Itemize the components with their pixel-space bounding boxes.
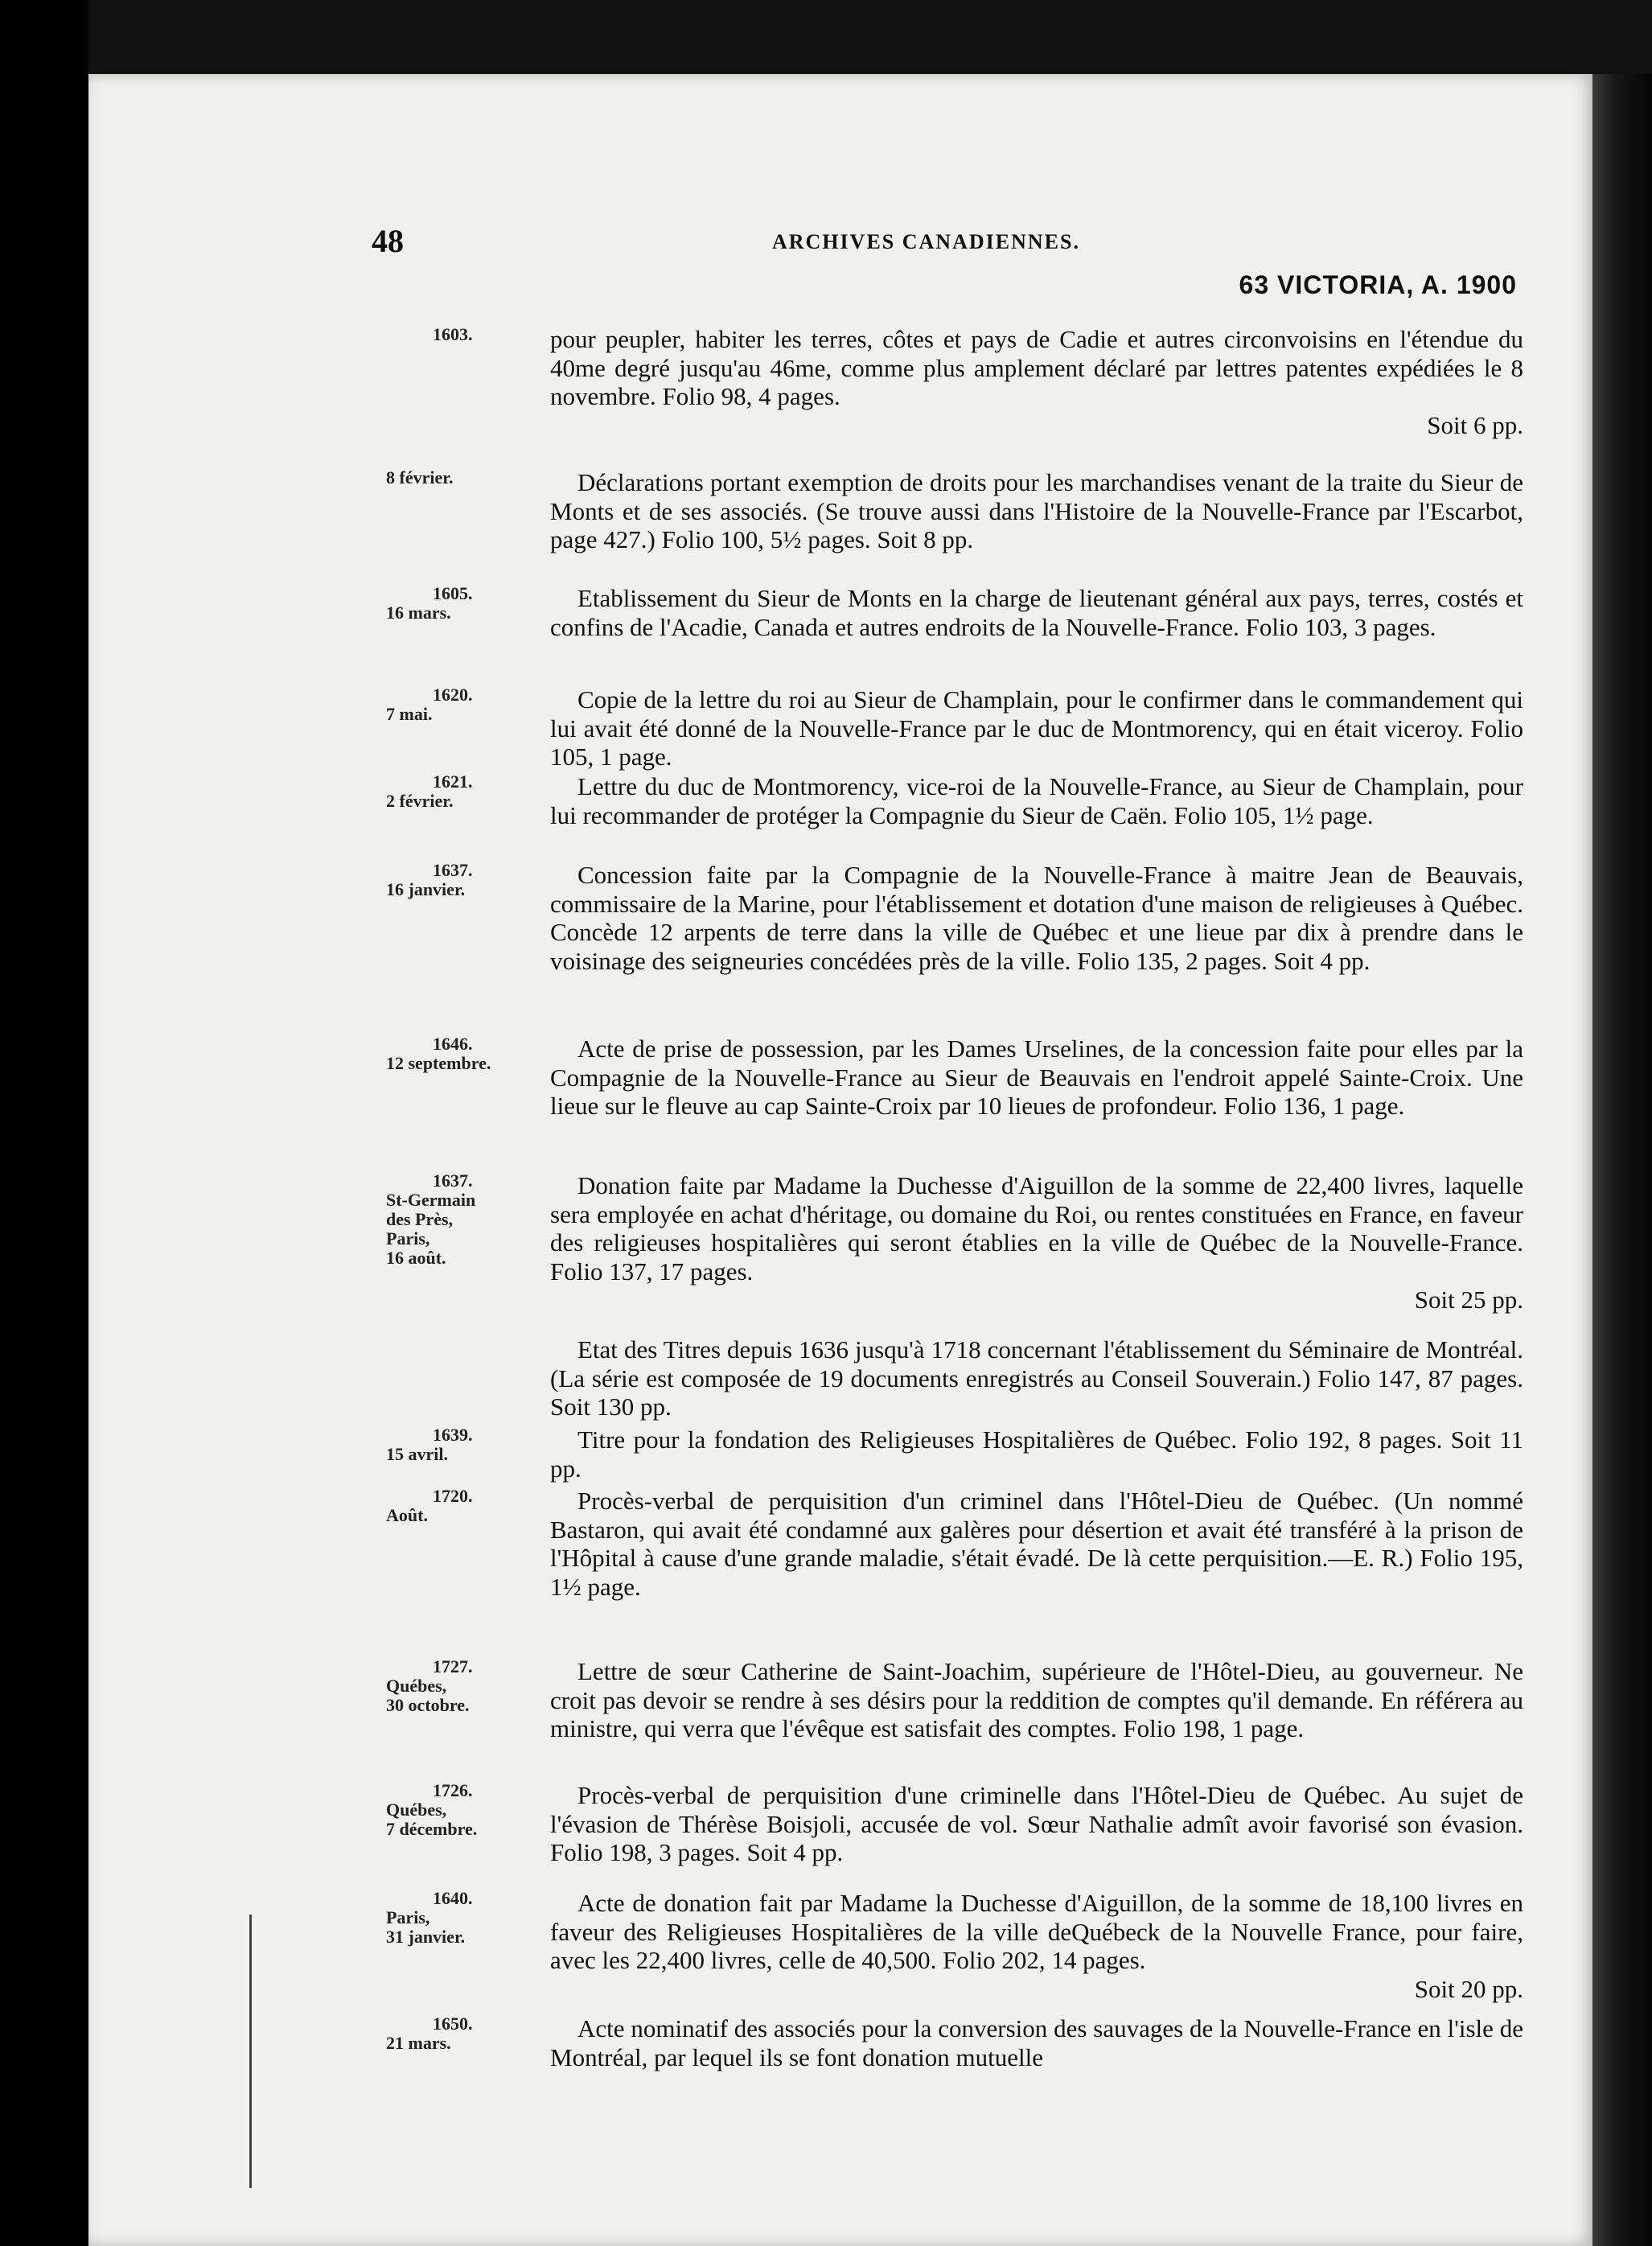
margin-year: 1640. bbox=[433, 1888, 473, 1908]
margin-note bbox=[386, 861, 547, 899]
entry-body: Titre pour la fondation des Religieuses Hospitalières de Québec. Folio 192, 8 pages. Soit 11 pp. bbox=[550, 1425, 1523, 1483]
margin-note bbox=[386, 584, 547, 623]
margin-place: St-Germain bbox=[386, 1190, 476, 1210]
margin-date: 7 décembre. bbox=[386, 1819, 478, 1839]
margin-date: 16 août. bbox=[386, 1248, 446, 1268]
binding-mark bbox=[249, 1915, 252, 2188]
margin-date: Août. bbox=[386, 1505, 428, 1525]
entry-text bbox=[550, 468, 1523, 554]
margin-year: 1650. bbox=[433, 2014, 473, 2034]
margin-date: 8 février. bbox=[386, 467, 454, 487]
entry-text bbox=[550, 2014, 1523, 2071]
scan-border bbox=[0, 0, 88, 2246]
entry-body: Concession faite par la Compagnie de la Nouvelle-France à maitre Jean de Beauvais, commissaire de la Marine, pour l'établissement et dotation d'une maison de religieuses à Québec. Concède 12 arpents de terre dans la ville de Québec et une lieue par dix à prendre dans le voisinage des seigneuries concédées près de la ville. Folio 135, 2 pages. Soit 4 pp. bbox=[550, 861, 1523, 975]
margin-date: 16 mars. bbox=[386, 603, 451, 623]
margin-date: 7 mai. bbox=[386, 704, 433, 724]
margin-date: 2 février. bbox=[386, 791, 454, 811]
margin-date: 1603. bbox=[433, 324, 473, 344]
margin-year: 1646. bbox=[433, 1034, 473, 1054]
entry-body: Etat des Titres depuis 1636 jusqu'à 1718 concernant l'établissement du Séminaire de Montréal. (La série est composée de 19 documents enregistrés au Conseil Souverain.) Folio 147, 87 pages. Soit 130 pp. bbox=[550, 1335, 1523, 1421]
entry-text bbox=[550, 1035, 1523, 1121]
entry-text bbox=[550, 325, 1523, 439]
margin-place: Québes, bbox=[386, 1800, 447, 1820]
margin-place: Paris, bbox=[386, 1228, 430, 1248]
entry-body: Donation faite par Madame la Duchesse d'Aiguillon de la somme de 22,400 livres, laquelle sera employée en achat d'héritage, ou domaine du Roi, ou rentes constituées en France, en faveur des religieuses hospitalières qui seront établies en la ville de Québec de la Nouvelle-France. Folio 137, 17 pages. bbox=[550, 1171, 1523, 1285]
entry-body: Etablissement du Sieur de Monts en la charge de lieutenant général aux pays, terres, costés et confins de l'Acadie, Canada et autres endroits de la Nouvelle-France. Folio 103, 3 pages. bbox=[550, 584, 1523, 641]
margin-year: 1720. bbox=[433, 1486, 473, 1506]
entry-soit: Soit 20 pp. bbox=[1414, 1974, 1523, 2003]
margin-note bbox=[386, 1889, 547, 1947]
margin-year: 1621. bbox=[433, 771, 473, 792]
running-head: ARCHIVES CANADIENNES. bbox=[772, 230, 1080, 253]
entry-text bbox=[550, 1889, 1523, 2003]
entry-text bbox=[550, 1171, 1523, 1314]
margin-note bbox=[386, 685, 547, 724]
margin-note bbox=[386, 2014, 547, 2053]
entry-body: Déclarations portant exemption de droits pour les marchandises venant de la traite du Sieur de Monts et de ses associés. (Se trouve aussi dans l'Histoire de la Nouvelle-France par l'Escarbot, page 427.) Folio 100, 5½ pages. Soit 8 pp. bbox=[550, 468, 1523, 554]
entry-text bbox=[550, 1657, 1523, 1743]
margin-note bbox=[386, 1657, 547, 1715]
entry-text bbox=[550, 1781, 1523, 1867]
entry-body: Copie de la lettre du roi au Sieur de Champlain, pour le confirmer dans le commandement qui lui avait été donné de la Nouvelle-France par le duc de Montmorency, qui en était viceroy. Folio 105, 1 page. bbox=[550, 685, 1523, 771]
session-label: 63 VICTORIA, A. 1900 bbox=[1239, 270, 1517, 299]
margin-note bbox=[386, 325, 547, 344]
margin-note bbox=[386, 1171, 547, 1268]
margin-note bbox=[386, 1487, 547, 1525]
entry-text bbox=[550, 772, 1523, 829]
margin-place: Québes, bbox=[386, 1676, 447, 1696]
entry-text bbox=[550, 861, 1523, 975]
margin-year: 1637. bbox=[433, 860, 473, 880]
page-number: 48 bbox=[372, 223, 404, 259]
entry-body: Procès-verbal de perquisition d'une criminelle dans l'Hôtel-Dieu de Québec. Au sujet de l'évasion de Thérèse Boisjoli, accusée de vol. Sœur Nathalie admît avoir favorisé son évasion. Folio 198, 3 pages. Soit 4 pp. bbox=[550, 1781, 1523, 1867]
margin-note bbox=[386, 1035, 547, 1073]
entry-body: Acte de prise de possession, par les Dames Urselines, de la concession faite pour elles par la Compagnie de la Nouvelle-France au Sieur de Beauvais en l'endroit appelé Sainte-Croix. Une lieue sur le fleuve au cap Sainte-Croix par 10 lieues de profondeur. Folio 136, 1 page. bbox=[550, 1035, 1523, 1121]
entry-text bbox=[550, 584, 1523, 641]
entry-body: Lettre du duc de Montmorency, vice-roi de la Nouvelle-France, au Sieur de Champlain, pour lui recommander de protéger la Compagnie du Sieur de Caën. Folio 105, 1½ page. bbox=[550, 772, 1523, 829]
margin-date: 12 septembre. bbox=[386, 1053, 491, 1073]
entry-body: Acte nominatif des associés pour la conversion des sauvages de la Nouvelle-France en l'isle de Montréal, par lequel ils se font donation mutuelle bbox=[550, 2014, 1523, 2071]
margin-date: 16 janvier. bbox=[386, 879, 466, 899]
margin-note bbox=[386, 1781, 547, 1839]
margin-year: 1727. bbox=[433, 1656, 473, 1676]
entry-text bbox=[550, 1487, 1523, 1601]
margin-place: Paris, bbox=[386, 1907, 430, 1927]
margin-year: 1605. bbox=[433, 583, 473, 603]
entry-text bbox=[550, 1425, 1523, 1483]
margin-date: 15 avril. bbox=[386, 1444, 448, 1464]
entry-body: Procès-verbal de perquisition d'un criminel dans l'Hôtel-Dieu de Québec. (Un nommé Bastaron, qui avait été condamné aux galères pour désertion et avait été transféré à la prison de l'Hôpital à cause d'une grande maladie, s'était évadé. De là cette perquisition.—E. R.) Folio 195, 1½ page. bbox=[550, 1487, 1523, 1601]
entry-body: pour peupler, habiter les terres, côtes et pays de Cadie et autres circonvoisins en l'étendue du 40me degré jusqu'au 46me, comme plus amplement déclaré par lettres patentes expédiées le 8 novembre. Folio 98, 4 pages. bbox=[550, 325, 1523, 411]
margin-note bbox=[386, 468, 547, 487]
entry-text bbox=[550, 1335, 1523, 1421]
margin-date: 30 octobre. bbox=[386, 1695, 470, 1715]
entry-body: Acte de donation fait par Madame la Duchesse d'Aiguillon, de la somme de 18,100 livres en faveur des Religieuses Hospitalières de la ville deQuébeck de la Nouvelle France, pour faire, avec les 22,400 livres, celle de 40,500. Folio 202, 14 pages. bbox=[550, 1889, 1523, 1975]
margin-date: 21 mars. bbox=[386, 2033, 451, 2053]
margin-year: 1637. bbox=[433, 1170, 473, 1191]
entry-body: Lettre de sœur Catherine de Saint-Joachim, supérieure de l'Hôtel-Dieu, au gouverneur. Ne croit pas devoir se rendre à ses désirs pour la reddition de comptes qu'il demande. En référera au ministre, qui verra que l'évêque est satisfait des comptes. Folio 198, 1 page. bbox=[550, 1657, 1523, 1743]
margin-year: 1726. bbox=[433, 1780, 473, 1800]
margin-note bbox=[386, 772, 547, 811]
entry-soit: Soit 6 pp. bbox=[1427, 410, 1523, 439]
margin-place: des Près, bbox=[386, 1209, 454, 1229]
entry-soit: Soit 25 pp. bbox=[1414, 1285, 1523, 1314]
margin-note bbox=[386, 1425, 547, 1464]
margin-year: 1620. bbox=[433, 685, 473, 705]
entry-text bbox=[550, 685, 1523, 771]
page-edge-shadow bbox=[1592, 74, 1652, 2246]
margin-year: 1639. bbox=[433, 1425, 473, 1445]
margin-date: 31 janvier. bbox=[386, 1927, 466, 1947]
